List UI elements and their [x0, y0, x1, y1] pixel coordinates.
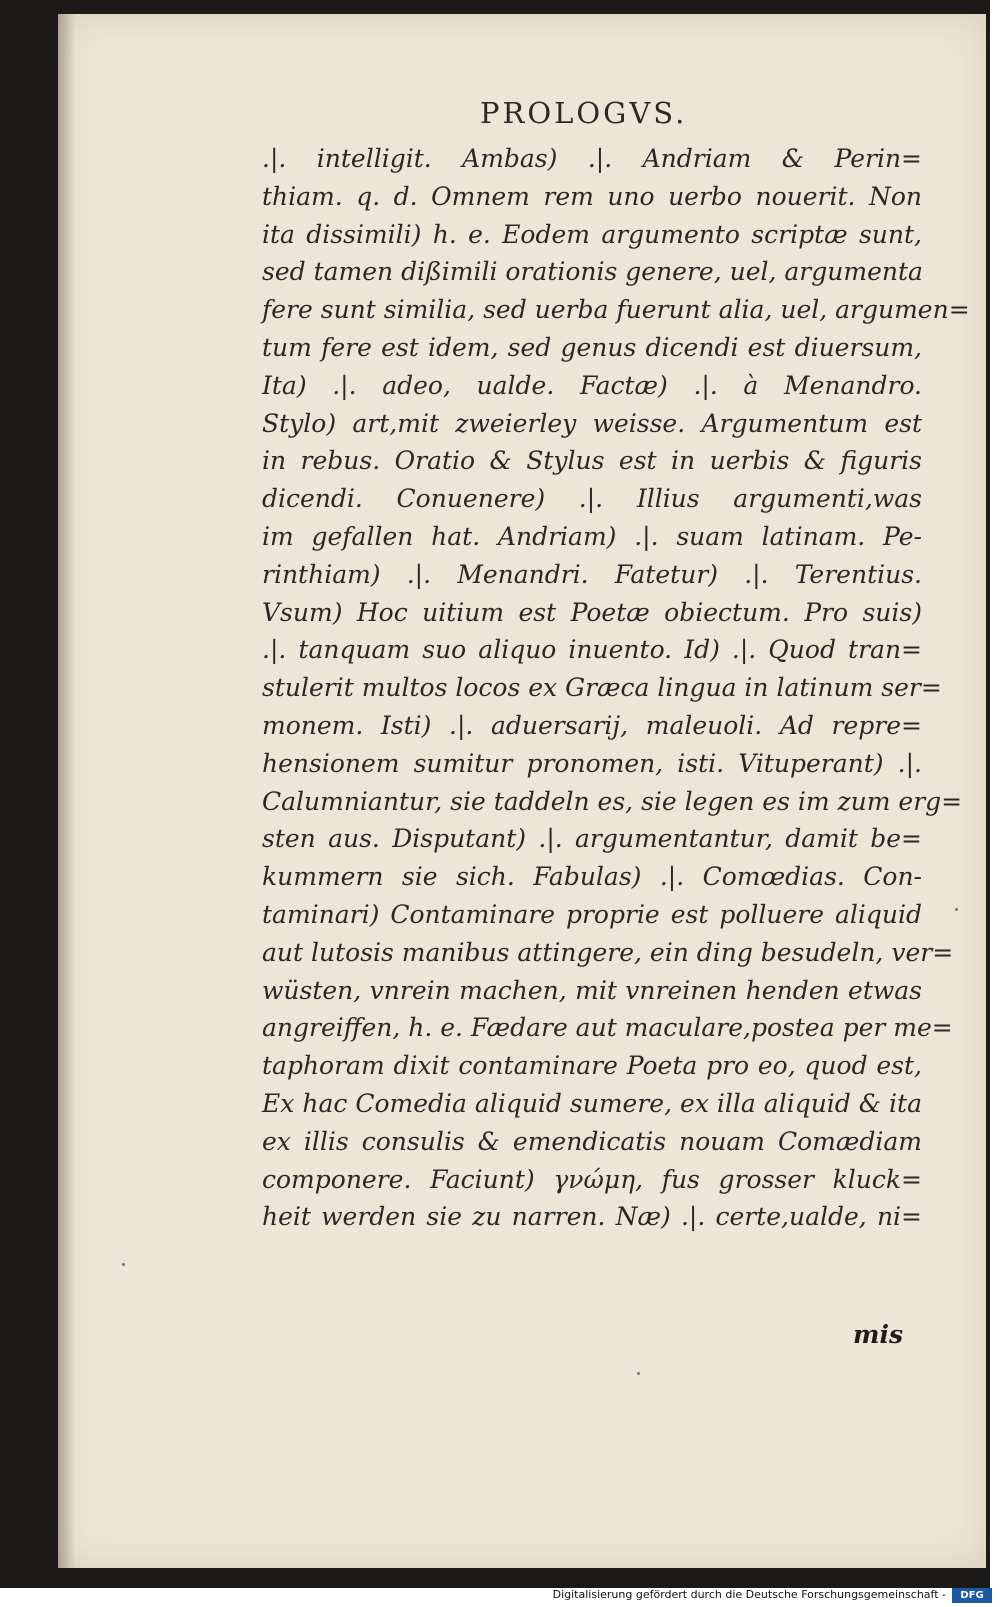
text-line: ex illis consulis & emendicatis nouam Comædiam	[262, 1126, 922, 1156]
page-gutter-shadow	[58, 14, 76, 1568]
text-line: wüsten, vnrein machen, mit vnreinen henden etwas	[262, 975, 922, 1005]
text-line: taminari) Contaminare proprie est polluere aliquid	[262, 899, 922, 929]
text-line: rinthiam) .|. Menandri. Fatetur) .|. Terentius.	[262, 559, 922, 589]
text-line: tum fere est idem, sed genus dicendi est diuersum,	[262, 332, 922, 362]
text-line: Ita) .|. adeo, ualde. Factæ) .|. à Menandro.	[262, 370, 922, 400]
text-line: .|. intelligit. Ambas) .|. Andriam & Perin=	[262, 144, 922, 173]
text-line: monem. Isti) .|. aduersarij, maleuoli. Ad repre=	[262, 710, 922, 740]
running-head: PROLOGVS.	[480, 96, 688, 130]
text-line: aut lutosis manibus attingere, ein ding besudeln, ver=	[262, 937, 954, 967]
text-line: componere. Faciunt) γνώμη, fus grosser kluck=	[262, 1164, 922, 1194]
digitization-credit: Digitalisierung gefördert durch die Deutsche Forschungsgemeinschaft -	[552, 1588, 946, 1601]
text-line: Vsum) Hoc uitium est Poetæ obiectum. Pro suis)	[262, 597, 922, 627]
commentary-text	[262, 140, 970, 1236]
text-line: in rebus. Oratio & Stylus est in uerbis & figuris	[262, 446, 922, 476]
paper-speck	[122, 1263, 125, 1266]
text-line: dicendi. Conuenere) .|. Illius argumenti,was	[262, 484, 922, 514]
text-line: heit werden sie zu narren. Næ) .|. certe,ualde, ni=	[262, 1202, 922, 1232]
text-line: taphoram dixit contaminare Poeta pro eo, quod est,	[262, 1051, 922, 1081]
text-line: angreiffen, h. e. Fædare aut maculare,postea per me=	[262, 1013, 953, 1043]
paper-speck	[955, 908, 958, 911]
text-line: Stylo) art,mit zweierley weisse. Argumentum est	[262, 408, 922, 438]
text-line: Calumniantur, sie taddeln es, sie legen es im zum erg=	[262, 786, 963, 816]
text-line: thiam. q. d. Omnem rem uno uerbo nouerit. Non	[262, 181, 922, 211]
text-line: hensionem sumitur pronomen, isti. Vituperant) .|.	[262, 748, 922, 778]
text-line: .|. tanquam suo aliquo inuento. Id) .|. Quod tran=	[262, 635, 922, 665]
catchword: mis	[853, 1320, 904, 1349]
text-line: sten aus. Disputant) .|. argumentantur, damit be=	[262, 824, 922, 854]
paper-speck	[637, 1372, 640, 1375]
text-line: im gefallen hat. Andriam) .|. suam latinam. Pe-	[262, 521, 922, 551]
text-line: stulerit multos locos ex Græca lingua in latinum ser=	[262, 673, 942, 703]
text-line: fere sunt similia, sed uerba fuerunt alia, uel, argumen=	[262, 295, 970, 325]
dfg-logo: DFG	[952, 1588, 992, 1603]
text-line: sed tamen dißimili orationis genere, uel, argumenta	[262, 257, 923, 287]
text-line: kummern sie sich. Fabulas) .|. Comœdias. Con-	[262, 862, 922, 892]
text-line: Ex hac Comedia aliquid sumere, ex illa aliquid & ita	[262, 1088, 922, 1118]
text-line: ita dissimili) h. e. Eodem argumento scriptæ sunt,	[262, 219, 922, 249]
